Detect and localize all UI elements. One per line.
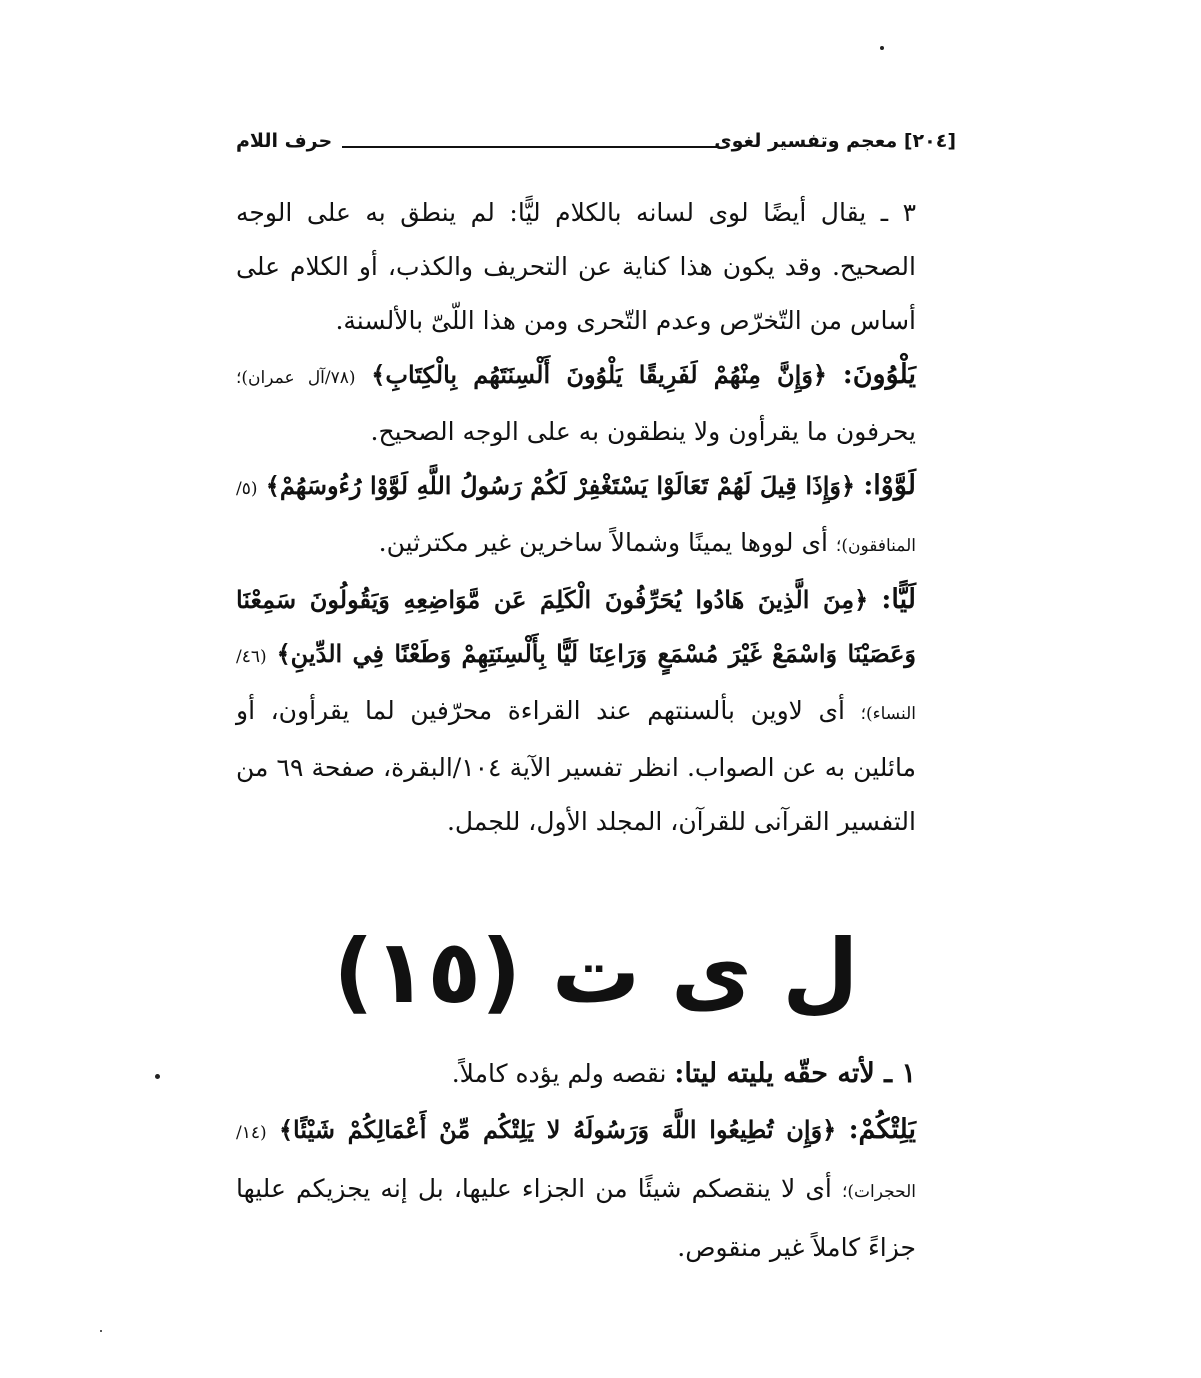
verse-reference: (٧٨/آل عمران)؛ <box>236 368 356 388</box>
entry-yalitkum <box>236 1102 956 1276</box>
scan-speck <box>880 46 884 50</box>
entry-word: يَلِتْكُمْ: <box>848 1114 917 1145</box>
quran-verse: ﴿وَإِنَّ مِنْهُمْ لَفَرِيقًا يَلْوُونَ أَلْسِنَتَهُم بِالْكِتَابِ﴾ <box>371 360 827 389</box>
entry-layyan <box>236 573 956 849</box>
entry-explanation: أى لا ينقصكم شيئًا من الجزاء عليها، بل إنه يجزيكم عليها جزاءً كاملاً غير منقوص. <box>236 1174 916 1262</box>
section-1-body <box>236 186 956 849</box>
entry-word: يَلْوُونَ: <box>842 359 916 390</box>
scan-speck <box>155 1074 160 1079</box>
entry-explanation: أى لووها يمينًا وشمالاً ساخرين غير مكترثين. <box>378 528 828 557</box>
page-header <box>236 126 956 162</box>
paragraph-meaning-1 <box>236 1046 956 1102</box>
meaning-text: نقصه ولم يؤده كاملاً. <box>451 1059 667 1088</box>
quran-verse: ﴿مِنَ الَّذِينَ هَادُوا يُحَرِّفُونَ الْكَلِمَ عَن مَّوَاضِعِهِ وَيَقُولُونَ سَمِعْنَا وَعَصَيْنَا وَاسْمَعْ غَيْرَ مُسْمَعٍ وَرَاعِنَا لَيًّا بِأَلْسِنَتِهِمْ وَطَعْنًا فِي الدِّينِ﴾ <box>236 585 916 668</box>
quran-verse: ﴿وَإِن تُطِيعُوا اللَّهَ وَرَسُولَهُ لا يَلِتْكُم مِّنْ أَعْمَالِكُمْ شَيْئًا﴾ <box>278 1115 837 1144</box>
root-heading: ل ى ت (١٥) <box>333 920 859 1023</box>
entry-word: لَيًّا: <box>881 584 916 615</box>
header-section-name: حرف اللام <box>236 130 333 152</box>
paragraph-meaning-3: ٣ ـ يقال أيضًا لوى لسانه بالكلام ليًّا: لم ينطق به على الوجه الصحيح. وقد يكون هذا كناية عن التحريف والكذب، أو الكلام على أساس من التّخرّص وعدم التّحرى ومن هذا اللّىّ بالألسنة. <box>236 198 916 335</box>
header-rule <box>342 146 718 148</box>
scan-speck <box>100 1330 102 1332</box>
entry-yalwuna <box>236 348 956 459</box>
entry-explanation: أى لاوين بألسنتهم عند القراءة محرّفين لما يقرأون، أو مائلين به عن الصواب. انظر تفسير الآية ١٠٤/البقرة، صفحة ٦٩ من التفسير القرآنى للقرآن، المجلد الأول، للجمل. <box>236 696 916 836</box>
entry-word: لَوَّوْا: <box>863 470 917 501</box>
entry-lawwaw <box>236 459 956 573</box>
meaning-label: ١ ـ لأته حقّه يليته ليتا: <box>674 1058 916 1089</box>
section-2-body <box>236 1046 956 1276</box>
verse-reference: (٥/المنافقون)؛ <box>236 479 916 556</box>
verse-reference: (١٤/الحجرات)؛ <box>236 1123 916 1202</box>
quran-verse: ﴿وَإِذَا قِيلَ لَهُمْ تَعَالَوْا يَسْتَغْفِرْ لَكُمْ رَسُولُ اللَّهِ لَوَّوْا رُءُوسَهُمْ﴾ <box>265 471 856 500</box>
entry-explanation: يحرفون ما يقرأون ولا ينطقون به على الوجه الصحيح. <box>370 417 916 446</box>
header-title: [٢٠٤] معجم وتفسير لغوى <box>714 130 956 152</box>
verse-reference: (٤٦/النساء)؛ <box>236 647 917 724</box>
